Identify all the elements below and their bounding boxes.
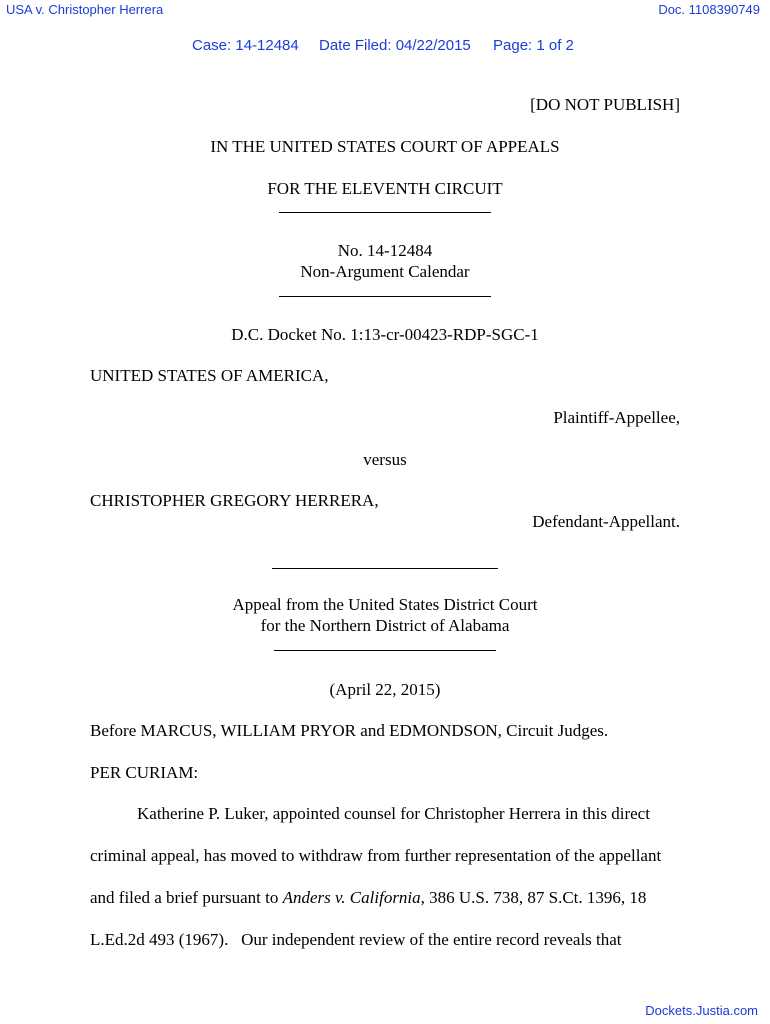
separator-rule [274, 650, 496, 651]
opinion-text-segment: and filed a brief pursuant to [90, 888, 283, 907]
filing-date: Date Filed: 04/22/2015 [319, 37, 471, 54]
opinion-text-segment: , 386 U.S. 738, 87 S.Ct. 1396, 18 [420, 888, 647, 907]
publish-flag: [DO NOT PUBLISH] [530, 95, 680, 114]
plaintiff-name: UNITED STATES OF AMERICA, [90, 366, 329, 385]
filing-page-indicator: Page: 1 of 2 [493, 37, 574, 54]
appeal-origin-line2: for the Northern District of Alabama [260, 616, 510, 635]
calendar-type: Non-Argument Calendar [300, 262, 470, 281]
district-docket-number: D.C. Docket No. 1:13-cr-00423-RDP-SGC-1 [231, 325, 539, 344]
panel-judges: Before MARCUS, WILLIAM PRYOR and EDMONDSON, Circuit Judges. [90, 721, 609, 740]
case-citation-italic: Anders v. California [282, 888, 421, 907]
versus-label: versus [363, 450, 407, 469]
decision-date: (April 22, 2015) [329, 680, 441, 699]
defendant-role: Defendant-Appellant. [532, 512, 680, 531]
opinion-text-line [90, 888, 646, 908]
opinion-text-line: L.Ed.2d 493 (1967). Our independent review of the entire record reveals that [90, 930, 622, 949]
defendant-name: CHRISTOPHER GREGORY HERRERA, [90, 491, 379, 510]
source-link[interactable]: Dockets.Justia.com [645, 1003, 758, 1018]
plaintiff-role: Plaintiff-Appellee, [553, 408, 680, 427]
opinion-text-line: Katherine P. Luker, appointed counsel for Christopher Herrera in this direct [137, 804, 650, 823]
court-name-line2: FOR THE ELEVENTH CIRCUIT [267, 179, 503, 198]
opinion-text-line: criminal appeal, has moved to withdraw from further representation of the appellant [90, 846, 662, 865]
separator-rule [279, 296, 491, 297]
case-number: No. 14-12484 [337, 241, 433, 260]
per-curiam-heading: PER CURIAM: [90, 763, 199, 782]
appeal-origin-line1: Appeal from the United States District Court [232, 595, 538, 614]
separator-rule [279, 212, 491, 213]
document-number-link[interactable]: Doc. 1108390749 [658, 2, 760, 17]
court-name-line1: IN THE UNITED STATES COURT OF APPEALS [210, 137, 560, 156]
separator-rule [272, 568, 498, 569]
filing-case-number: Case: 14-12484 [192, 37, 299, 54]
case-title-link[interactable]: USA v. Christopher Herrera [6, 2, 164, 17]
